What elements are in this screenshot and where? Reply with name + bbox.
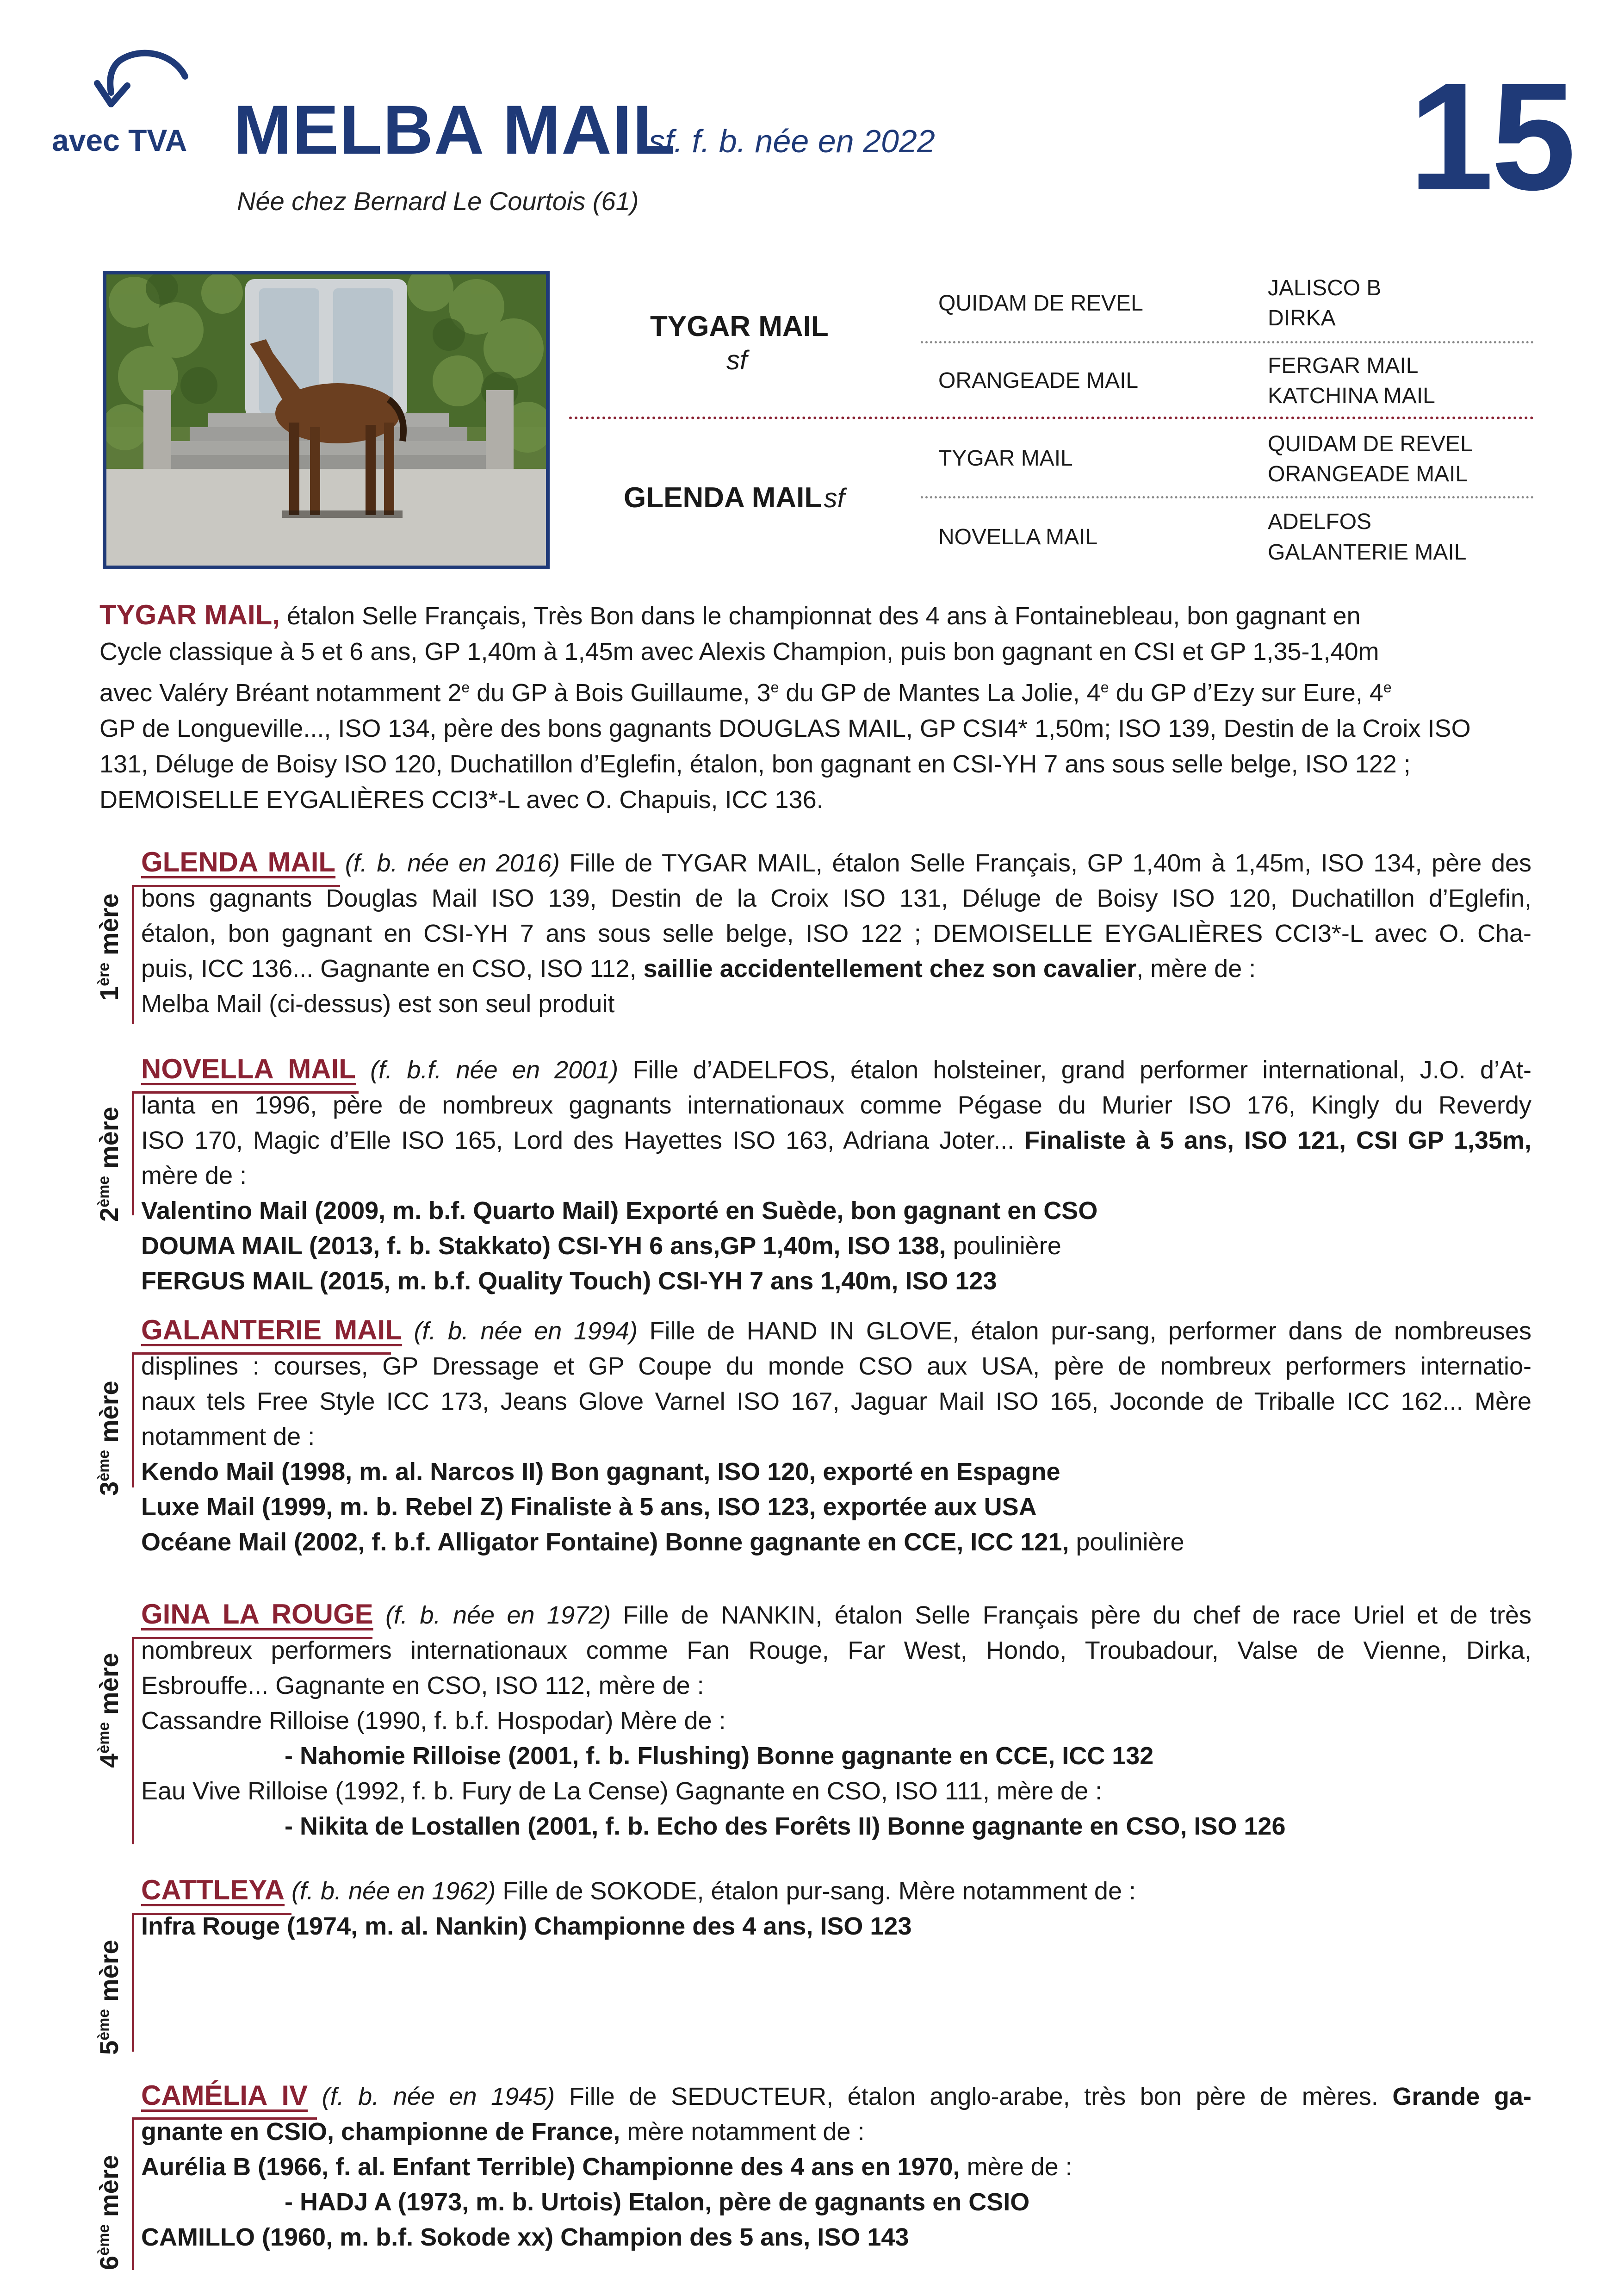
sire-description: [99, 597, 1531, 818]
dam3-label: 3ème mère: [94, 1381, 124, 1496]
dam1-bracket: [132, 885, 134, 1024]
dam4-section: GINA LA ROUGE (f. b. née en 1972) Fille de NANKIN, étalon Selle Français père du chef de race Uriel et de très nombreux performers internationaux comme Fan Rouge, Far West, Hondo, Troubadour, Valse de Vienne, Dirka, Esbrouffe... Gagnante en CSO, ISO 112, mère de : Cassandre Rilloise (1990, f. b.f. Hospodar) Mère de : - Nahomie Rilloise (2001, f. b. Flushing) Bonne gagnante en CCE, ICC 132 Eau Vive Rilloise (1992, f. b. Fury de La Cense) Gagnante en CSO, ISO 111, mère de : - Nikita de Lostallen (2001, f. b. Echo des Forêts II) Bonne gagnante en CSO, ISO 126: [141, 1599, 1531, 1840]
pedigree-g4: KATCHINA MAIL: [1268, 384, 1435, 408]
sire-text: GP de Longueville..., ISO 134, père des bons gagnants DOUGLAS MAIL, GP CSI4* 1,50m; ISO 139, Destin de la Croix ISO: [99, 715, 1471, 742]
pedigree-g5: QUIDAM DE REVEL: [1268, 432, 1473, 456]
pedigree-dam-breed: sf: [824, 483, 845, 513]
pedigree-g8: GALANTERIE MAIL: [1268, 540, 1467, 565]
pedigree-sire-sire: QUIDAM DE REVEL: [938, 291, 1143, 316]
pedigree-dam-line: [624, 481, 845, 514]
sire-text: Cycle classique à 5 et 6 ans, GP 1,40m à 1,45m avec Alexis Champion, puis bon gagnant en CSI et GP 1,35-1,40m: [99, 638, 1379, 666]
dam6-bracket: [132, 2117, 134, 2270]
tva-label: avec TVA: [52, 123, 187, 157]
sire-text: étalon Selle Français, Très Bon dans le championnat des 4 ans à Fontainebleau, bon gagnant en: [287, 602, 1361, 630]
dam3-section: GALANTERIE MAIL (f. b. née en 1994) Fille de HAND IN GLOVE, étalon pur-sang, performer dans de nombreuses displines : courses, GP Dressage et GP Coupe du monde CSO aux USA, père de nombreux performers internatio- naux tels Free Style ICC 173, Jeans Glove Varnel ISO 167, Jaguar Mail ISO 165, Joconde de Triballe ICC 162... Mère notamment de : Kendo Mail (1998, m. al. Narcos II) Bon gagnant, ISO 120, exporté en Espagne Luxe Mail (1999, m. b. Rebel Z) Finaliste à 5 ans, ISO 123, exportée aux USA Océane Mail (2002, f. b.f. Alligator Fontaine) Bonne gagnante en CCE, ICC 121, poulinière: [141, 1314, 1531, 1556]
lot-number: 15: [1409, 51, 1574, 222]
horse-subtitle: sf. f. b. née en 2022: [649, 123, 935, 159]
dam4-bracket: [132, 1637, 134, 1844]
pedigree-sire-breed: sf: [726, 345, 748, 375]
dam5-label: 5ème mère: [94, 1940, 124, 2055]
breeder-line: Née chez Bernard Le Courtois (61): [237, 187, 639, 216]
pedigree-g2: DIRKA: [1268, 306, 1336, 330]
dam3-name: GALANTERIE MAIL: [141, 1314, 402, 1345]
dam5-name: CATTLEYA: [141, 1874, 285, 1905]
dam2-name: NOVELLA MAIL: [141, 1053, 356, 1084]
sire-text: 131, Déluge de Boisy ISO 120, Duchatillon d’Eglefin, étalon, bon gagnant en CSI-YH 7 ans sous selle belge, ISO 122 ;: [99, 750, 1411, 778]
dam6-section: CAMÉLIA IV (f. b. née en 1945) Fille de SEDUCTEUR, étalon anglo-arabe, très bon père de mères. Grande ga- gnante en CSIO, championne de France, mère notamment de : Aurélia B (1966, f. al. Enfant Terrible) Championne des 4 ans en 1970, mère de : - HADJ A (1973, m. b. Urtois) Etalon, père de gagnants en CSIO CAMILLO (1960, m. b.f. Sokode xx) Champion des 5 ans, ISO 143: [141, 2080, 1531, 2251]
curved-arrow-icon: [86, 44, 197, 118]
horse-photo: [103, 271, 550, 569]
dam1-name: GLENDA MAIL: [141, 846, 336, 877]
sire-text: avec Valéry Bréant notamment 2e du GP à Bois Guillaume, 3e du GP de Mantes La Jolie, 4e du GP d’Ezy sur Eure, 4e: [99, 679, 1392, 707]
pedigree-g3: FERGAR MAIL: [1268, 354, 1419, 378]
dam1-section: GLENDA MAIL (f. b. née en 2016) Fille de TYGAR MAIL, étalon Selle Français, GP 1,40m à 1,45m, ISO 134, père des bons gagnants Douglas Mail ISO 139, Destin de la Croix ISO 131, Déluge de Boisy ISO 120, Duchatillon d’Eglefin, étalon, bon gagnant en CSI-YH 7 ans sous selle belge, ISO 122 ; DEMOISELLE EYGALIÈRES CCI3*-L avec O. Cha- puis, ICC 136... Gagnante en CSO, ISO 112, saillie accidentellement chez son cavalier, mère de : Melba Mail (ci-dessus) est son seul produit: [141, 846, 1532, 1018]
dam6-label: 6ème mère: [94, 2155, 124, 2270]
dam5-section: CATTLEYA (f. b. née en 1962) Fille de SOKODE, étalon pur-sang. Mère notamment de : Infra Rouge (1974, m. al. Nankin) Championne des 4 ans, ISO 123: [141, 1874, 1136, 1940]
dam4-label: 4ème mère: [94, 1653, 124, 1768]
pedigree-dam-dam: NOVELLA MAIL: [938, 525, 1098, 549]
pedigree-sire-dam: ORANGEADE MAIL: [938, 368, 1139, 393]
horse-name: MELBA MAIL: [234, 91, 676, 168]
dam3-bracket: [132, 1352, 134, 1487]
sire-text: DEMOISELLE EYGALIÈRES CCI3*-L avec O. Chapuis, ICC 136.: [99, 786, 824, 814]
pedigree-divider: [921, 341, 1534, 343]
dam1-label: 1ère mère: [94, 893, 124, 1001]
pedigree-sire: TYGAR MAIL: [650, 311, 829, 342]
dam2-bracket: [132, 1091, 134, 1215]
pedigree-divider: [921, 496, 1534, 498]
pedigree-dam-sire: TYGAR MAIL: [938, 446, 1073, 471]
dam4-name: GINA LA ROUGE: [141, 1599, 373, 1630]
pedigree-main-divider: [569, 417, 1534, 419]
pedigree-g7: ADELFOS: [1268, 510, 1372, 534]
dam2-label: 2ème mère: [94, 1107, 124, 1222]
pedigree-dam: GLENDA MAIL: [624, 482, 822, 514]
dam2-section: NOVELLA MAIL (f. b.f. née en 2001) Fille d’ADELFOS, étalon holsteiner, grand performer international, J.O. d’At- lanta en 1996, père de nombreux gagnants internationaux comme Pégase du Murier ISO 176, Kingly du Reverdy ISO 170, Magic d’Elle ISO 165, Lord des Hayettes ISO 163, Adriana Joter... Finaliste à 5 ans, ISO 121, CSI GP 1,35m, mère de : Valentino Mail (2009, m. b.f. Quarto Mail) Exporté en Suède, bon gagnant en CSO DOUMA MAIL (2013, f. b. Stakkato) CSI-YH 6 ans,GP 1,40m, ISO 138, poulinière FERGUS MAIL (2015, m. b.f. Quality Touch) CSI-YH 7 ans 1,40m, ISO 123: [141, 1053, 1531, 1295]
dam6-name: CAMÉLIA IV: [141, 2080, 308, 2111]
dam5-bracket: [132, 1913, 134, 2052]
pedigree-g1: JALISCO B: [1268, 276, 1382, 300]
sire-name: TYGAR MAIL,: [99, 599, 280, 630]
pedigree-g6: ORANGEADE MAIL: [1268, 462, 1468, 486]
horse-photo-image: [106, 274, 546, 566]
